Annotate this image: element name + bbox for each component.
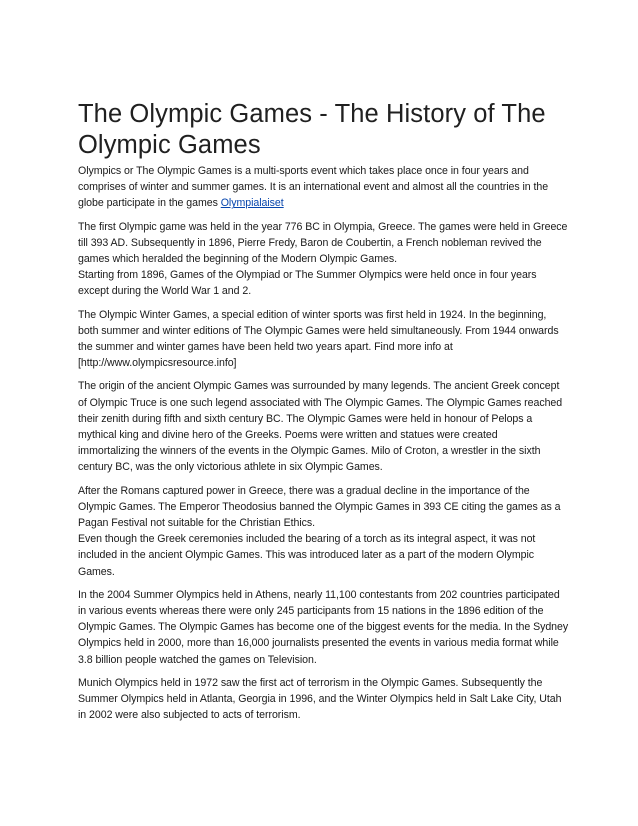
paragraph-winter-games	[78, 307, 568, 372]
paragraph-line: Starting from 1896, Games of the Olympiad or The Summer Olympics were held once in four years	[78, 269, 537, 282]
paragraph-line: Summer Olympics held in Atlanta, Georgia in 1996, and the Winter Olympics held in Salt Lake City, Utah	[78, 693, 562, 706]
paragraph-line: included in the ancient Olympic Games. This was introduced later as a part of the modern Olympic	[78, 549, 535, 562]
paragraph-line: comprises of winter and summer games. It is an international event and almost all the countries in the	[78, 181, 549, 194]
paragraph-line: In the 2004 Summer Olympics held in Athens, nearly 11,100 contestants from 202 countries participated	[78, 588, 560, 601]
paragraph-line: till 393 AD. Subsequently in 1896, Pierre Fredy, Baron de Coubertin, a French nobleman revived the	[78, 236, 542, 249]
paragraph-line: Olympics held in 2000, more than 16,000 journalists presented the events in various media format while	[78, 637, 559, 650]
paragraph-line: 3.8 billion people watched the games on Television.	[78, 653, 317, 666]
paragraph-line: their zenith during fifth and sixth century BC. The Olympic Games were held in honour of Pelops a	[78, 412, 533, 425]
paragraph-line: Even though the Greek ceremonies included the bearing of a torch as its integral aspect, it was not	[78, 533, 536, 546]
paragraph-line: both summer and winter editions of The Olympic Games were held simultaneously. From 1944 onwards	[78, 324, 559, 337]
paragraph-line: After the Romans captured power in Greece, there was a gradual decline in the importance of the	[78, 484, 530, 497]
paragraph-line: Pagan Festival not suitable for the Christian Ethics.	[78, 517, 316, 530]
paragraph-line: [http://www.olympicsresource.info]	[78, 357, 237, 370]
paragraph-line: Munich Olympics held in 1972 saw the first act of terrorism in the Olympic Games. Subsequently the	[78, 676, 543, 689]
olympialaiset-link[interactable]: Olympialaiset	[220, 197, 284, 210]
paragraph-modern-stats	[78, 587, 568, 668]
paragraph-line: of Olympic Truce is one such legend associated with The Olympic Games. The Olympic Games reached	[78, 396, 563, 409]
paragraph-terrorism	[78, 675, 568, 724]
paragraph-line: century BC, was the only victorious athlete in six Olympic Games.	[78, 461, 383, 474]
paragraph-line: except during the World War 1 and 2.	[78, 285, 252, 298]
paragraph-line: Olympic Games. The Emperor Theodosius banned the Olympic Games in 393 CE citing the games as a	[78, 500, 561, 513]
paragraph-line: immortalizing the winners of the events in the Olympic Games. Milo of Croton, a wrestler in the sixth	[78, 445, 541, 458]
paragraph-origin	[78, 378, 568, 475]
paragraph-first-games	[78, 219, 568, 300]
paragraph-line: in 2002 were also subjected to acts of terrorism.	[78, 709, 301, 722]
paragraph-line: Olympic Games. The Olympic Games has become one of the biggest events for the media. In the Sydney	[78, 621, 569, 634]
paragraph-line: The origin of the ancient Olympic Games was surrounded by many legends. The ancient Greek concept	[78, 380, 560, 393]
page-title: The Olympic Games - The History of The Olympic Games	[78, 100, 546, 159]
document-page	[78, 99, 568, 731]
paragraph-line: The first Olympic game was held in the year 776 BC in Olympia, Greece. The games were held in Greece	[78, 220, 568, 233]
paragraph-line: Games.	[78, 565, 115, 578]
paragraph-line: The Olympic Winter Games, a special edition of winter sports was first held in 1924. In the beginning,	[78, 308, 547, 321]
paragraph-line: the summer and winter games have been held two years apart. Find more info at	[78, 341, 453, 354]
paragraph-line: Olympics or The Olympic Games is a multi-sports event which takes place once in four years and	[78, 165, 529, 177]
paragraph-line	[78, 195, 568, 211]
paragraph-line-text: globe participate in the games	[78, 197, 221, 210]
paragraph-intro	[78, 163, 568, 212]
paragraph-line: mythical king and divine hero of the Greeks. Poems were written and statues were created	[78, 429, 498, 442]
paragraph-decline	[78, 483, 568, 580]
paragraph-line: in various events whereas there were only 245 participants from 15 nations in the 1896 edition of the	[78, 605, 544, 618]
paragraph-line: games which heralded the beginning of the Modern Olympic Games.	[78, 253, 397, 266]
